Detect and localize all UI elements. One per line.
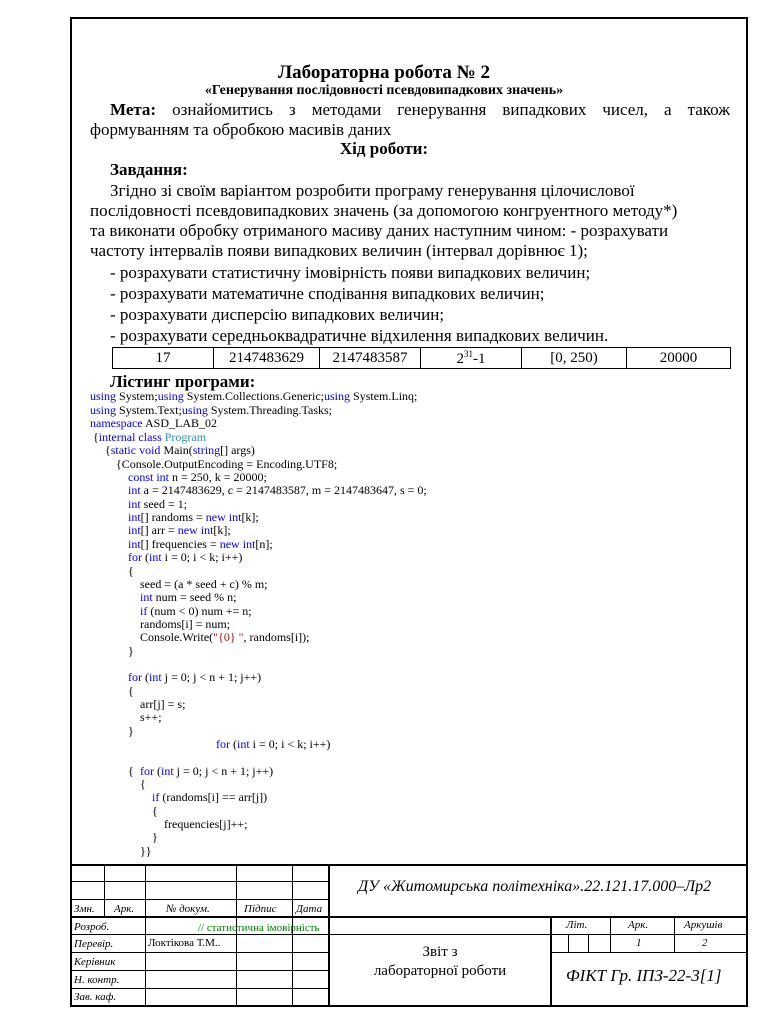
row-zavkaf: Зав. каф. bbox=[74, 991, 117, 1003]
code-line-21: for (int j = 0; j < n + 1; j++) bbox=[128, 670, 262, 684]
ark-label: Арк. bbox=[628, 919, 649, 931]
code-line-19: Console.Write("{0} ", randoms[i]); bbox=[140, 630, 310, 644]
code-line-33: }} bbox=[140, 844, 152, 858]
code-line-3: namespace ASD_LAB_02 bbox=[90, 416, 217, 430]
header-data: Дата bbox=[296, 903, 323, 915]
code-line-16: int num = seed % n; bbox=[140, 590, 237, 604]
code-line-14: { bbox=[128, 564, 134, 578]
group-label: ФІКТ Гр. ІПЗ-22-3[1] bbox=[566, 966, 722, 985]
code-line-1: using System;using System.Collections.Generic;using System.Linq; bbox=[90, 389, 418, 403]
goal-text-2: формуванням та обробкою масивів даних bbox=[90, 120, 392, 139]
task-heading: Завдання: bbox=[110, 160, 188, 179]
row-kerivnyk: Керівник bbox=[74, 956, 116, 968]
lit-label: Літ. bbox=[566, 919, 588, 931]
perevir-name: Локтікова Т.М.. bbox=[148, 937, 221, 949]
code-line-27: { bbox=[128, 764, 134, 778]
title-block bbox=[70, 864, 748, 1007]
code-line-22: { bbox=[128, 684, 134, 698]
code-line-23: arr[j] = s; bbox=[140, 697, 186, 711]
code-line-20: } bbox=[128, 644, 134, 658]
task-bullet-1: - розрахувати статистичну імовірність появи випадкових величин; bbox=[110, 263, 591, 282]
code-line-2: using System.Text;using System.Threading.Tasks; bbox=[90, 403, 333, 417]
task-line1: Згідно зі своїм варіантом розробити програму генерування цілочислової bbox=[110, 181, 635, 200]
report-title-1: Звіт з bbox=[422, 944, 458, 960]
code-line-26: for (int i = 0; i < k; i++) bbox=[216, 737, 331, 751]
header-zmn: Змн. bbox=[74, 903, 95, 915]
document-code: ДУ «Житомирська політехніка».22.121.17.000–Лр2 bbox=[358, 878, 712, 895]
range-cell: [0, 250) bbox=[522, 348, 627, 369]
page-subtitle: «Генерування послідовності псевдовипадкових значень» bbox=[204, 83, 564, 98]
page-title: Лабораторна робота № 2 bbox=[277, 62, 491, 83]
row-nkontr: Н. контр. bbox=[74, 974, 120, 986]
header-pidpys: Підпис bbox=[244, 903, 277, 915]
param-m-cell: $2^{31}-1$ bbox=[421, 348, 522, 369]
code-comment: // статистична імовірність bbox=[198, 922, 320, 934]
variant-cell: 17 bbox=[113, 348, 214, 369]
code-line-9: int seed = 1; bbox=[128, 497, 188, 511]
task-line2: послідовності псевдовипадкових значень (за допомогою конгруентного методу*) bbox=[90, 201, 678, 220]
code-line-31: frequencies[j]++; bbox=[164, 817, 248, 831]
code-line-18: randoms[i] = num; bbox=[140, 617, 231, 631]
variant-table bbox=[112, 347, 731, 369]
code-line-29: if (randoms[i] == arr[j]) bbox=[152, 790, 268, 804]
code-line-24: s++; bbox=[140, 710, 162, 724]
header-dokum: № докум. bbox=[166, 903, 210, 915]
row-perevir: Перевір. bbox=[74, 938, 114, 950]
code-line-27b: for (int j = 0; j < n + 1; j++) bbox=[140, 764, 274, 778]
count-cell: 20000 bbox=[627, 348, 731, 369]
task-line4: частоту інтервалів появи випадкових величин (інтервал дорівнює 1); bbox=[90, 241, 588, 260]
task-line3: та виконати обробку отриманого масиву даних наступним чином: - розрахувати bbox=[90, 221, 669, 240]
task-bullet-4: - розрахувати середньоквадратичне відхилення випадкових величин. bbox=[110, 326, 609, 345]
goal-text-1: ознайомитись з методами генерування випадкових чисел, а також bbox=[172, 100, 730, 119]
ark-value: 1 bbox=[636, 937, 642, 949]
task-bullet-3: - розрахувати дисперсію випадкових величин; bbox=[110, 305, 445, 324]
code-line-10: int[] randoms = new int[k]; bbox=[128, 510, 259, 524]
code-line-32: } bbox=[152, 830, 158, 844]
code-line-15: seed = (a * seed + c) % m; bbox=[140, 577, 268, 591]
code-line-28: { bbox=[140, 777, 146, 791]
code-line-7: const int n = 250, k = 20000; bbox=[128, 470, 267, 484]
code-line-4: {internal class Program bbox=[93, 430, 207, 444]
task-bullet-2: - розрахувати математичне сподівання випадкових величин; bbox=[110, 284, 545, 303]
code-line-8: int a = 2147483629, c = 2147483587, m = 2147483647, s = 0; bbox=[128, 483, 427, 497]
listing-heading: Лістинг програми: bbox=[110, 372, 256, 391]
arkushiv-label: Аркушів bbox=[684, 919, 723, 931]
param-a-cell: 2147483629 bbox=[214, 348, 320, 369]
code-line-13: for (int i = 0; i < k; i++) bbox=[128, 550, 243, 564]
goal-label: Мета: bbox=[110, 100, 157, 119]
code-line-6: {Console.OutputEncoding = Encoding.UTF8; bbox=[116, 457, 338, 471]
code-line-11: int[] arr = new int[k]; bbox=[128, 523, 231, 537]
report-title-2: лабораторної роботи bbox=[373, 963, 507, 979]
arkushiv-value: 2 bbox=[702, 937, 708, 949]
table-row bbox=[113, 348, 731, 369]
progress-heading: Хід роботи: bbox=[339, 139, 429, 158]
row-rozrob: Розроб. bbox=[74, 921, 110, 933]
code-line-30: { bbox=[152, 804, 158, 818]
code-line-12: int[] frequencies = new int[n]; bbox=[128, 537, 273, 551]
code-line-17: if (num < 0) num += n; bbox=[140, 604, 252, 618]
param-c-cell: 2147483587 bbox=[320, 348, 421, 369]
code-line-5: {static void Main(string[] args) bbox=[105, 443, 255, 457]
header-ark: Арк. bbox=[114, 903, 135, 915]
code-line-25: } bbox=[128, 724, 134, 738]
goal-line1 bbox=[90, 100, 730, 120]
